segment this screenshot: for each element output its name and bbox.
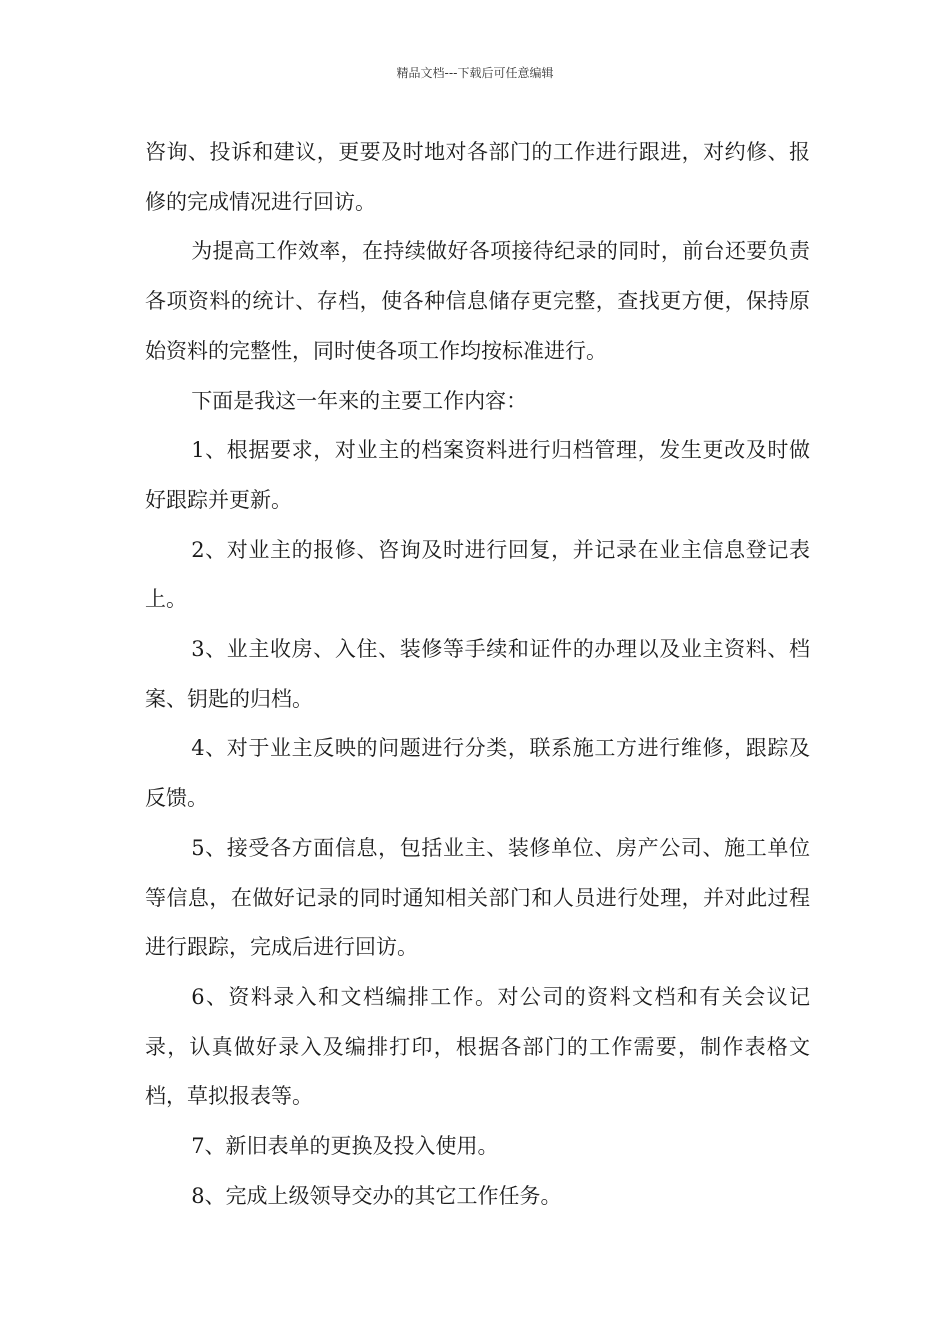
- document-body: [145, 128, 810, 1221]
- list-item-1: 1、根据要求，对业主的档案资料进行归档管理，发生更改及时做好跟踪并更新。: [145, 438, 810, 512]
- list-item-5: 5、接受各方面信息，包括业主、装修单位、房产公司、施工单位等信息，在做好记录的同时通知相关部门和人员进行处理，并对此过程进行跟踪，完成后进行回访。: [145, 835, 810, 960]
- list-item-4: 4、对于业主反映的问题进行分类，联系施工方进行维修，跟踪及反馈。: [145, 736, 810, 811]
- paragraph-1: 咨询、投诉和建议，更要及时地对各部门的工作进行跟进，对约修、报修的完成情况进行回访。: [145, 140, 810, 214]
- list-item-8: 8、完成上级领导交办的其它工作任务。: [191, 1183, 562, 1208]
- list-item-3: 3、业主收房、入住、装修等手续和证件的办理以及业主资料、档案、钥匙的归档。: [145, 637, 810, 711]
- page-header: 精品文档---下载后可任意编辑: [396, 66, 554, 80]
- list-item-6: 6、资料录入和文档编排工作。对公司的资料文档和有关会议记录，认真做好录入及编排打印，根据各部门的工作需要，制作表格文档，草拟报表等。: [145, 984, 810, 1109]
- paragraph-3: 下面是我这一年来的主要工作内容：: [191, 388, 528, 413]
- list-item-7: 7、新旧表单的更换及投入使用。: [191, 1134, 499, 1159]
- paragraph-2: 为提高工作效率，在持续做好各项接待纪录的同时，前台还要负责各项资料的统计、存档，使各种信息储存更完整，查找更方便，保持原始资料的完整性，同时使各项工作均按标准进行。: [145, 239, 810, 363]
- list-item-2: 2、对业主的报修、咨询及时进行回复，并记录在业主信息登记表上。: [145, 537, 810, 612]
